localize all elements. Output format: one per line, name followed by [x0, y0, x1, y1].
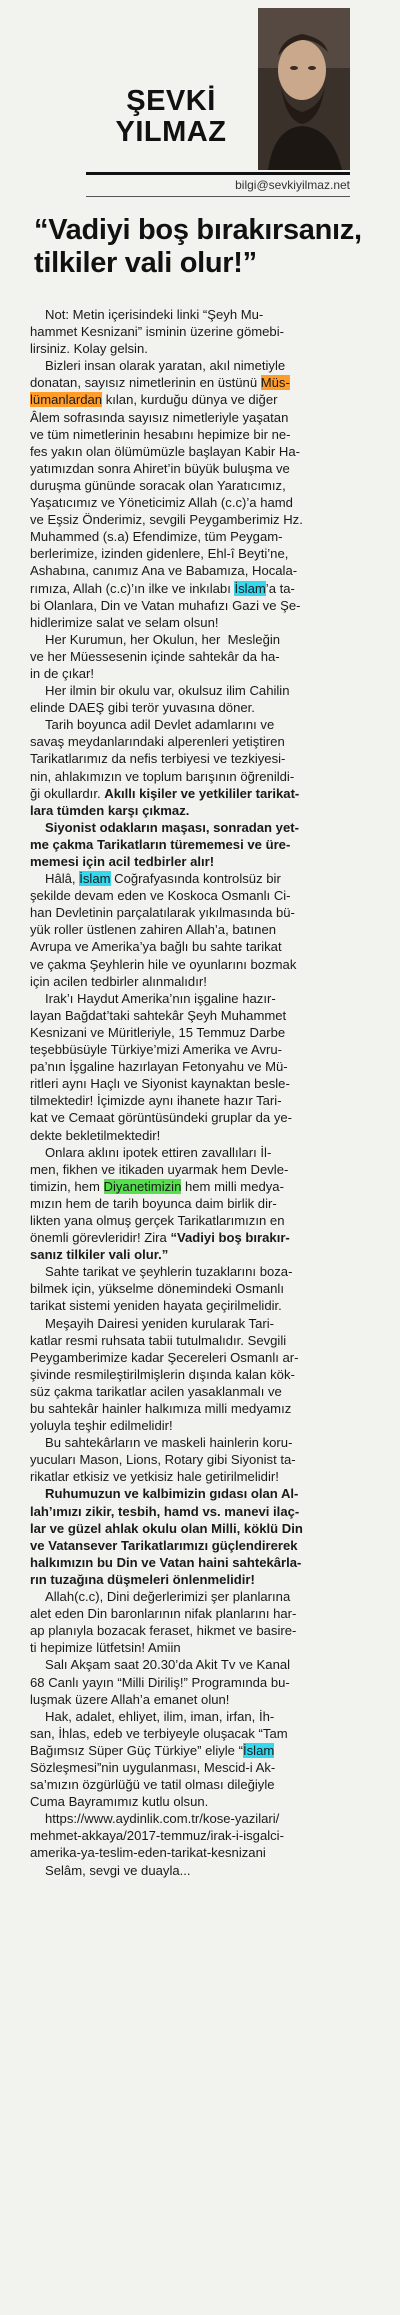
body-line: [30, 528, 366, 545]
body-line: [30, 409, 366, 426]
body-line: [30, 1246, 366, 1263]
body-line: [30, 938, 366, 955]
body-line: [30, 1674, 366, 1691]
body-text: Muhammed (s.a) Efendimize, tüm Peygam-: [30, 529, 283, 545]
body-line: [30, 545, 366, 562]
body-text: pa’nın İşgaline hazırlayan Fetonyahu ve Mü-: [30, 1059, 288, 1075]
body-text: alet eden Din baronlarının nifak planlarını har-: [30, 1606, 297, 1622]
body-text: yucuları Mason, Lions, Rotary gibi Siyonist ta-: [30, 1452, 296, 1468]
body-text: Not: Metin içerisindeki linki “Şeyh Mu-: [45, 307, 264, 322]
body-line: [30, 1349, 366, 1366]
body-text: Ruhumuzun ve kalbimizin gıdası olan Al-: [45, 1486, 299, 1502]
body-line: [30, 1400, 366, 1417]
body-text: ritleri aynı Haçlı ve Siyonist kaynaktan besle-: [30, 1076, 290, 1092]
body-line: [30, 1468, 366, 1485]
body-line: [30, 306, 366, 323]
body-text: 68 Canlı yayın “Milli Diriliş!” Programında bu-: [30, 1674, 290, 1690]
highlighted-word: Müs-: [260, 375, 290, 391]
body-text: rın tuzağına düşmeleri önlenmelidir!: [30, 1571, 255, 1587]
body-line: [30, 904, 366, 921]
body-line: [30, 819, 366, 836]
body-text: dekte bekletilmektedir!: [30, 1127, 161, 1143]
body-line: [30, 1212, 366, 1229]
body-text: savaş meydanlarındaki alperenleri yetiştiren: [30, 734, 285, 750]
body-text: Kesnizani ve Müritleriyle, 15 Temmuz Darbe: [30, 1024, 286, 1040]
highlighted-word: İslam: [242, 1742, 275, 1758]
body-line: [30, 733, 366, 750]
body-text: me çakma Tarikatların türememesi ve üre-: [30, 836, 291, 852]
author-portrait-image: [258, 8, 350, 170]
body-line: [30, 340, 366, 357]
body-line: [30, 990, 366, 1007]
highlighted-word: lümanlardan: [30, 392, 103, 408]
body-line: [30, 682, 366, 699]
article-title: [34, 214, 374, 280]
body-line: [30, 750, 366, 767]
body-text: Salı Akşam saat 20.30’da Akit Tv ve Kanal: [45, 1657, 291, 1673]
body-text: donatan, sayısız nimetlerinin en üstünü: [30, 375, 261, 391]
author-last-name: YILMAZ: [115, 116, 227, 148]
body-text: Cuma Bayramımız kutlu olsun.: [30, 1794, 209, 1810]
body-line: [30, 1622, 366, 1639]
body-line: [30, 426, 366, 443]
body-line: [30, 887, 366, 904]
body-text: lara tümden karşı çıkmaz.: [30, 802, 190, 818]
body-line: [30, 391, 366, 408]
body-text: için acilen tedbirler alınmalıdır!: [30, 973, 207, 989]
body-text: likten yana olmuş gerçek Tarikatlarımızın en: [30, 1212, 285, 1228]
body-text: Hak, adalet, ehliyet, ilim, iman, irfan, İh-: [45, 1708, 275, 1724]
body-line: [30, 1810, 366, 1827]
body-line: [30, 1742, 366, 1759]
body-text: Sahte tarikat ve şeyhlerin tuzaklarını boza-: [45, 1264, 293, 1280]
body-line: [30, 1297, 366, 1314]
body-text: layan Bağdat’taki sahtekâr Şeyh Muhammet: [30, 1007, 287, 1023]
body-text: bu sahtekâr hainler halkımıza milli medyamız: [30, 1401, 292, 1416]
body-line: [30, 323, 366, 340]
body-line: [30, 699, 366, 716]
body-line: [30, 460, 366, 477]
body-text: lirsiniz. Kolay gelsin.: [30, 341, 148, 357]
body-text: Her ilmin bir okulu var, okulsuz ilim Cahilin: [45, 683, 290, 699]
body-text: berlerimize, izinden gidenlere, Ehl-î Beyti’ne,: [30, 546, 289, 562]
body-line: [30, 1862, 366, 1879]
header-rule: [86, 172, 350, 175]
body-line: [30, 665, 366, 682]
body-line: [30, 494, 366, 511]
body-text: men, fikhen ve itikaden uyarmak hem Devle-: [30, 1161, 289, 1177]
body-line: [30, 1383, 366, 1400]
body-text: önemli görevleridir! Zira: [30, 1230, 171, 1246]
body-text: Tarikatlarımız da nefis terbiyesi ve tezkiyesi-: [30, 751, 286, 767]
body-line: [30, 1537, 366, 1554]
body-text: süz çakma tarikatlar acilen yasaklanmalı ve: [30, 1383, 282, 1399]
email-rule: [86, 196, 350, 197]
body-line: [30, 1656, 366, 1673]
title-line: tilkiler vali olur!”: [34, 247, 257, 279]
body-line: [30, 921, 366, 938]
body-text: tilmektedir! İçimizde aynı ihanete hazır Tari-: [30, 1093, 282, 1109]
body-line: [30, 1263, 366, 1280]
body-line: [30, 1332, 366, 1349]
body-text: Akıllı kişiler ve yetkililer tarikat-: [104, 785, 300, 801]
body-line: [30, 562, 366, 579]
body-line: [30, 511, 366, 528]
body-text: halkımızın bu Din ve Vatan haini sahtekârla-: [30, 1554, 302, 1570]
highlighted-word: İslam: [234, 580, 266, 596]
body-text: Her Kurumun, her Okulun, her Mesleğin: [45, 631, 281, 647]
body-line: [30, 1759, 366, 1776]
body-text: ve çakma Şeyhlerin hile ve oyunlarını bozmak: [30, 956, 297, 972]
body-line: [30, 1092, 366, 1109]
body-line: [30, 1725, 366, 1742]
body-text: Irak’ı Haydut Amerika’nın işgaline hazır-: [45, 990, 276, 1006]
body-text: mızın hem de tarih boyunca daim birlik dir-: [30, 1195, 277, 1211]
body-line: [30, 870, 366, 887]
body-line: [30, 1451, 366, 1468]
body-line: [30, 1075, 366, 1092]
body-text: Onlara aklını ipotek ettiren zavallıları İl-: [45, 1144, 272, 1160]
body-text: Sözleşmesi”nin uygulanması, Mescid-i Ak-: [30, 1759, 276, 1775]
title-line: “Vadiyi boş bırakırsanız,: [34, 214, 362, 246]
body-line: [30, 1058, 366, 1075]
body-line: [30, 1639, 366, 1656]
body-text: Coğrafyasında kontrolsüz bir: [110, 871, 281, 887]
body-text: ap planıyla bozacak feraset, hikmet ve basire-: [30, 1623, 297, 1639]
body-line: [30, 1041, 366, 1058]
body-text: Meşayih Dairesi yeniden kurularak Tari-: [45, 1315, 274, 1331]
body-text: yük roller üstlenen zahiren Allah’a, batınen: [30, 922, 277, 938]
body-text: nin, ahlakımızın ve toplum barışının öğrenildi-: [30, 768, 295, 784]
body-line: [30, 1280, 366, 1297]
body-line: [30, 1434, 366, 1451]
body-line: [30, 443, 366, 460]
body-text: Tarih boyunca adil Devlet adamlarını ve: [45, 717, 275, 733]
body-text: yatımızdan sonra Ahiret’in büyük buluşma ve: [30, 460, 290, 476]
body-text: Siyonist odakların maşası, sonradan yet-: [45, 819, 299, 835]
body-text: ve Vatansever Tarikatlarımızı güçlendirerek: [30, 1537, 298, 1553]
body-line: [30, 374, 366, 391]
body-line: [30, 1691, 366, 1708]
body-text: timizin, hem: [30, 1178, 104, 1194]
body-line: [30, 580, 366, 597]
body-text: Selâm, sevgi ve duayla...: [45, 1862, 191, 1878]
body-text: amerika-ya-teslim-eden-tarikat-kesnizani: [30, 1845, 266, 1861]
body-line: [30, 1161, 366, 1178]
body-line: [30, 477, 366, 494]
body-line: [30, 785, 366, 802]
body-text: Bu sahtekârların ve maskeli hainlerin koru-: [45, 1435, 293, 1451]
body-text: tarikat sistemi yeniden hayata geçirilmelidir.: [30, 1298, 282, 1314]
body-text: şekilde devam eden ve Koskoca Osmanlı Ci-: [30, 888, 291, 904]
body-text: bilmek için, yükselme dönemindeki Osmanlı: [30, 1281, 284, 1297]
body-text: Hâlâ,: [45, 871, 80, 887]
body-line: [30, 1708, 366, 1725]
body-line: [30, 631, 366, 648]
author-photo: [258, 8, 350, 170]
body-text: lah’ımızı zikir, tesbih, hamd vs. manevi ilaç-: [30, 1503, 300, 1519]
body-text: san, İhlas, edeb ve terbiyeyle oluşacak “Tam: [30, 1725, 288, 1741]
body-text: ti hepimize lütfetsin! Amiin: [30, 1640, 181, 1656]
body-line: [30, 1827, 366, 1844]
body-text: https://www.aydinlik.com.tr/kose-yazilari/: [45, 1811, 280, 1827]
body-line: [30, 1315, 366, 1332]
body-text: duruşma gününde soracak olan Yaratıcımız,: [30, 477, 286, 493]
body-text: şivinde resmileştirilmişlerin dışında kalan kök-: [30, 1366, 295, 1382]
body-line: [30, 1520, 366, 1537]
body-line: [30, 1605, 366, 1622]
body-line: [30, 597, 366, 614]
body-line: [30, 1571, 366, 1588]
body-line: [30, 1793, 366, 1810]
body-line: [30, 648, 366, 665]
body-line: [30, 1776, 366, 1793]
body-text: sa’mızın özgürlüğü ve tatil olması dileğiyle: [30, 1777, 275, 1793]
body-line: [30, 1195, 366, 1212]
body-text: sanız tilkiler vali olur.”: [30, 1247, 169, 1263]
body-line: [30, 1485, 366, 1502]
highlighted-word: İslam: [79, 871, 111, 887]
body-text: yoluyla teşhir edilmelidir!: [30, 1418, 173, 1434]
body-text: ve Eşsiz Önderimiz, sevgili Peygamberimiz Hz.: [30, 512, 303, 528]
body-line: [30, 973, 366, 990]
author-first-name: ŞEVKİ: [126, 85, 216, 117]
body-text: ği okullardır.: [30, 785, 105, 801]
author-email: bilgi@sevkiyilmaz.net: [235, 178, 350, 192]
body-text: Allah(c.c), Dini değerlerimizi şer planlarına: [45, 1589, 291, 1605]
body-text: teşebbüsüyle Türkiye’mizi Amerika ve Avru-: [30, 1042, 283, 1058]
body-text: luşmak üzere Allah’a emanet olun!: [30, 1691, 230, 1707]
body-text: Bizleri insan olarak yaratan, akıl nimetiyle: [45, 358, 286, 374]
body-line: [30, 1109, 366, 1126]
body-line: [30, 853, 366, 870]
body-text: rikatlar etkisiz ve yetkisiz hale getirilmelidir!: [30, 1469, 279, 1485]
body-text: memesi için acil tedbirler alır!: [30, 854, 215, 869]
body-text: hidlerimize salat ve selam olsun!: [30, 614, 219, 630]
body-text: elinde DAEŞ gibi terör yuvasına döner.: [30, 700, 255, 716]
body-text: Ashabına, canımız Ana ve Babamıza, Hocala-: [30, 563, 298, 579]
body-line: [30, 1588, 366, 1605]
body-line: [30, 1366, 366, 1383]
body-line: [30, 1127, 366, 1144]
body-text: Peygamberimize kadar Şecereleri Osmanlı ar-: [30, 1349, 299, 1365]
body-line: [30, 357, 366, 374]
body-text: hammet Kesnizani” isminin üzerine gömebi-: [30, 324, 284, 340]
body-line: [30, 614, 366, 631]
body-text: kat ve Cemaat görüntüsündeki gruplar da ye-: [30, 1110, 293, 1126]
body-text: bi Olanlara, Din ve Vatan muhafızı Gazi ve Şe-: [30, 597, 301, 613]
body-text: katlar resmi ruhsata tabii tutulmalıdır. Sevgili: [30, 1332, 287, 1348]
body-text: Yaşatıcımız ve Yöneticimiz Allah (c.c)’a hamd: [30, 495, 293, 511]
body-line: [30, 1024, 366, 1041]
author-name: [86, 86, 256, 148]
body-line: [30, 956, 366, 973]
body-line: [30, 1503, 366, 1520]
body-line: [30, 768, 366, 785]
body-text: han Devletinin parçalatılarak yıkılmasında bü-: [30, 905, 295, 921]
body-text: rımıza, Allah (c.c)’ın ilke ve inkılabı: [30, 580, 235, 596]
body-line: [30, 1417, 366, 1434]
body-text: Bağımsız Süper Güç Türkiye” eliyle “: [30, 1742, 243, 1758]
body-text: ve tüm nimetlerinin hesabını hepimize bir ne-: [30, 426, 291, 442]
body-text: ve her Müessesenin içinde sahtekâr da ha-: [30, 648, 280, 664]
body-line: [30, 1229, 366, 1246]
body-text: lar ve güzel ahlak okulu olan Milli, köklü Din: [30, 1520, 303, 1536]
body-line: [30, 1144, 366, 1161]
body-line: [30, 716, 366, 733]
body-line: [30, 836, 366, 853]
body-line: [30, 1007, 366, 1024]
body-line: [30, 802, 366, 819]
body-line: [30, 1178, 366, 1195]
body-text: mehmet-akkaya/2017-temmuz/irak-i-isgalci-: [30, 1828, 284, 1844]
body-text: fes yakın olan ölümümüzle başlayan Kabir Ha-: [30, 443, 301, 459]
body-text: “Vadiyi boş bırakır-: [170, 1230, 290, 1246]
body-text: hem milli medya-: [181, 1178, 284, 1194]
body-text: ’a ta-: [265, 580, 295, 596]
highlighted-word: Diyanetimizin: [103, 1178, 182, 1194]
body-text: Âlem sofrasında sayısız nimetleriyle yaşatan: [30, 409, 289, 425]
body-text: in de çıkar!: [30, 665, 95, 681]
body-line: [30, 1554, 366, 1571]
article-body: [30, 306, 366, 1879]
body-line: [30, 1844, 366, 1861]
body-text: kılan, kurduğu dünya ve diğer: [102, 392, 278, 408]
body-text: Avrupa ve Amerika’ya bağlı bu sahte tarikat: [30, 939, 282, 955]
